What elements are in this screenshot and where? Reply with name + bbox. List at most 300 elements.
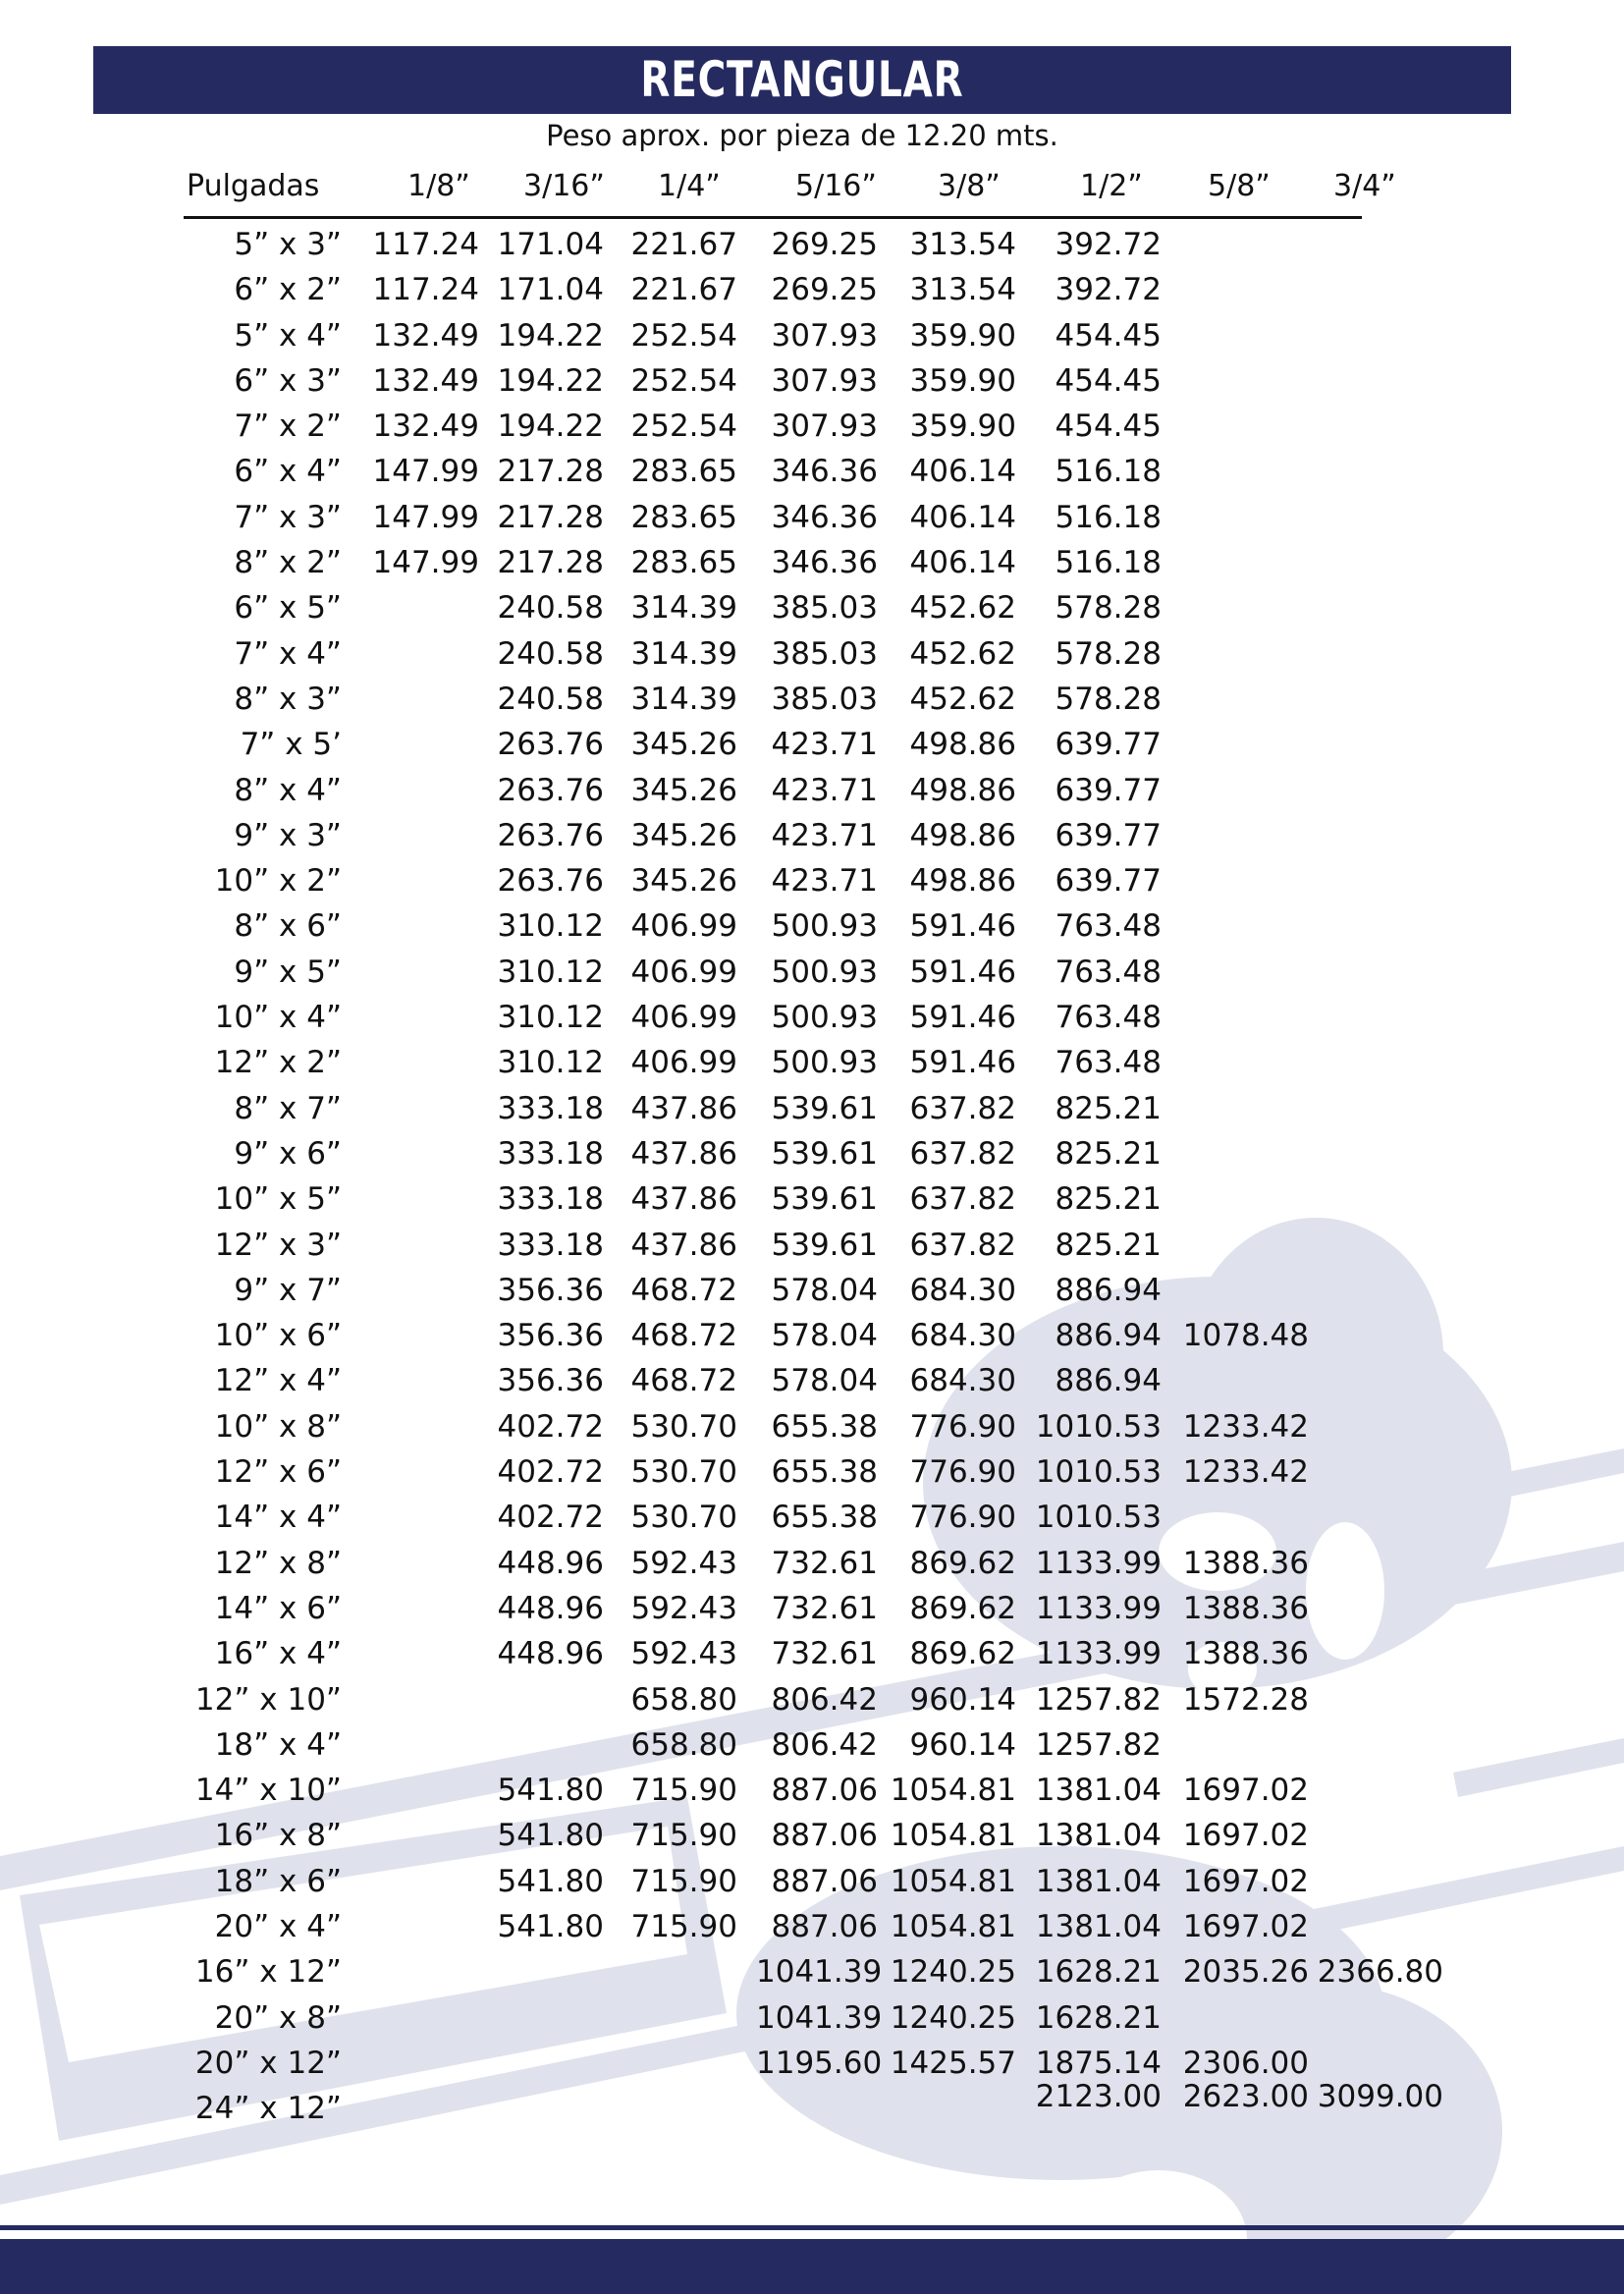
row-size-label: 10” x 4” [214,1000,342,1036]
row-size-label: 5” x 3” [234,227,342,262]
weight-cell: 147.99 [372,454,479,490]
weight-cell: 194.22 [497,409,604,445]
table-row [0,1949,1624,1994]
weight-cell: 1572.28 [1182,1681,1309,1718]
weight-cell: 437.86 [630,1135,737,1172]
row-size-label: 20” x 8” [214,1999,342,2036]
weight-cell: 1054.81 [890,1908,1016,1944]
weight-cell: 869.62 [909,1545,1016,1581]
weight-cell: 346.36 [771,499,878,535]
weight-cell: 385.03 [771,590,878,627]
weight-cell: 498.86 [909,772,1016,808]
weight-cell: 869.62 [909,1590,1016,1626]
weight-cell: 406.14 [909,545,1016,581]
weight-cell: 437.86 [630,1227,737,1263]
weight-cell: 1875.14 [1035,2045,1162,2081]
column-header-row [0,169,1624,214]
weight-cell: 1240.25 [890,1954,1016,1991]
weight-cell: 1697.02 [1182,1818,1309,1854]
weight-cell: 406.14 [909,499,1016,535]
row-size-label: 5” x 4” [234,317,342,354]
weight-cell: 345.26 [630,772,737,808]
weight-cell: 516.18 [1055,499,1162,535]
weight-cell: 132.49 [372,409,479,445]
table-row [0,768,1624,813]
weight-cell: 776.90 [909,1454,1016,1491]
footer-line [0,2225,1624,2230]
weight-cell: 1010.53 [1035,1454,1162,1491]
weight-cell: 1697.02 [1182,1908,1309,1944]
column-header-3-4: 3/4” [1333,169,1396,203]
weight-cell: 448.96 [497,1545,604,1581]
table-row [0,449,1624,494]
row-size-label: 6” x 4” [234,454,342,490]
weight-cell: 132.49 [372,362,479,399]
weight-cell: 310.12 [497,954,604,990]
weight-cell: 825.21 [1055,1181,1162,1218]
weight-cell: 1257.82 [1035,1681,1162,1718]
row-size-label: 9” x 6” [234,1135,342,1172]
row-size-label: 10” x 6” [214,1318,342,1354]
weight-cell: 2123.00 [1035,2079,1162,2115]
weight-cell: 591.46 [909,954,1016,990]
weight-cell: 310.12 [497,1000,604,1036]
weight-cell: 406.14 [909,454,1016,490]
page-title: RECTANGULAR [640,51,964,108]
weight-cell: 591.46 [909,1000,1016,1036]
column-header-1-2: 1/2” [1080,169,1143,203]
table-row [0,1176,1624,1222]
weight-cell: 732.61 [771,1545,878,1581]
row-size-label: 16” x 8” [214,1818,342,1854]
table-row [0,858,1624,903]
weight-cell: 1628.21 [1035,1999,1162,2036]
weight-cell: 307.93 [771,409,878,445]
weight-cell: 886.94 [1055,1318,1162,1354]
weight-cell: 346.36 [771,545,878,581]
row-size-label: 20” x 12” [194,2045,342,2081]
weight-cell: 333.18 [497,1181,604,1218]
table-row [0,267,1624,312]
weight-cell: 1381.04 [1035,1818,1162,1854]
weight-cell: 385.03 [771,681,878,717]
weight-cell: 307.93 [771,317,878,354]
weight-cell: 637.82 [909,1090,1016,1126]
weight-cell: 578.28 [1055,590,1162,627]
weight-cell: 887.06 [771,1908,878,1944]
weight-cell: 1054.81 [890,1773,1016,1809]
weight-cell: 1233.42 [1182,1408,1309,1445]
table-row [0,1541,1624,1586]
weight-cell: 437.86 [630,1181,737,1218]
weight-cell: 1010.53 [1035,1408,1162,1445]
weight-cell: 269.25 [771,227,878,262]
weight-cell: 171.04 [497,227,604,262]
weight-cell: 359.90 [909,409,1016,445]
weight-cell: 592.43 [630,1590,737,1626]
weight-cell: 240.58 [497,590,604,627]
table-row [0,950,1624,995]
weight-cell: 1257.82 [1035,1726,1162,1763]
weight-cell: 960.14 [909,1726,1016,1763]
weight-cell: 2366.80 [1317,1954,1443,1991]
weight-cell: 217.28 [497,454,604,490]
row-size-label: 18” x 4” [214,1726,342,1763]
table-row [0,1677,1624,1722]
weight-cell: 310.12 [497,1045,604,1081]
weight-cell: 359.90 [909,362,1016,399]
table-row [0,1631,1624,1676]
table-row [0,631,1624,677]
weight-cell: 592.43 [630,1636,737,1672]
weight-cell: 2035.26 [1182,1954,1309,1991]
weight-cell: 498.86 [909,817,1016,853]
weight-cell: 1041.39 [756,1999,883,2036]
row-size-label: 12” x 10” [194,1681,342,1718]
weight-cell: 402.72 [497,1454,604,1491]
row-size-label: 7” x 3” [234,499,342,535]
weight-cell: 345.26 [630,727,737,763]
weight-cell: 307.93 [771,362,878,399]
table-row [0,1040,1624,1085]
row-size-label: 20” x 4” [214,1908,342,1944]
table-row [0,1722,1624,1768]
weight-cell: 263.76 [497,772,604,808]
weight-cell: 252.54 [630,362,737,399]
weight-cell: 500.93 [771,1045,878,1081]
table-row [0,358,1624,404]
weight-cell: 283.65 [630,454,737,490]
table-row [0,1904,1624,1949]
weight-cell: 1697.02 [1182,1863,1309,1899]
weight-cell: 715.90 [630,1908,737,1944]
weight-cell: 423.71 [771,817,878,853]
weight-cell: 887.06 [771,1773,878,1809]
table-row [0,2079,1624,2131]
row-size-label: 12” x 3” [214,1227,342,1263]
table-row [0,1404,1624,1449]
weight-cell: 448.96 [497,1636,604,1672]
weight-cell: 356.36 [497,1318,604,1354]
weight-cell: 732.61 [771,1590,878,1626]
weight-cell: 516.18 [1055,454,1162,490]
weight-cell: 448.96 [497,1590,604,1626]
weight-cell: 869.62 [909,1636,1016,1672]
table-row [0,1131,1624,1176]
table-row [0,903,1624,949]
weight-cell: 498.86 [909,727,1016,763]
weight-cell: 117.24 [372,227,479,262]
weight-cell: 468.72 [630,1318,737,1354]
row-size-label: 14” x 4” [214,1500,342,1536]
table-row [0,1495,1624,1540]
weight-cell: 1078.48 [1182,1318,1309,1354]
column-header-5-8: 5/8” [1208,169,1271,203]
weight-cell: 132.49 [372,317,479,354]
weight-cell: 406.99 [630,1000,737,1036]
weight-cell: 221.67 [630,272,737,308]
row-size-label: 8” x 2” [234,545,342,581]
weight-cell: 1381.04 [1035,1773,1162,1809]
weight-cell: 498.86 [909,863,1016,900]
weight-cell: 806.42 [771,1681,878,1718]
weight-cell: 346.36 [771,454,878,490]
weight-cell: 500.93 [771,908,878,945]
weight-cell: 356.36 [497,1272,604,1308]
weight-cell: 530.70 [630,1454,737,1491]
weight-cell: 578.04 [771,1272,878,1308]
weight-cell: 591.46 [909,908,1016,945]
weight-cell: 269.25 [771,272,878,308]
weight-cell: 500.93 [771,954,878,990]
row-size-label: 16” x 4” [214,1636,342,1672]
weight-cell: 1628.21 [1035,1954,1162,1991]
weight-cell: 655.38 [771,1500,878,1536]
table-row [0,1449,1624,1495]
weight-cell: 886.94 [1055,1272,1162,1308]
weight-cell: 578.04 [771,1318,878,1354]
row-size-label: 14” x 6” [214,1590,342,1626]
weight-cell: 240.58 [497,681,604,717]
table-row [0,404,1624,449]
weight-cell: 194.22 [497,317,604,354]
weight-cell: 1381.04 [1035,1908,1162,1944]
weight-cell: 263.76 [497,863,604,900]
weight-cell: 392.72 [1055,272,1162,308]
table-row [0,1813,1624,1858]
weight-cell: 452.62 [909,681,1016,717]
weight-cell: 763.48 [1055,908,1162,945]
weight-cell: 468.72 [630,1363,737,1399]
weight-cell: 658.80 [630,1681,737,1718]
row-size-label: 7” x 4” [234,635,342,672]
weight-cell: 578.04 [771,1363,878,1399]
weight-cell: 252.54 [630,409,737,445]
weight-cell: 359.90 [909,317,1016,354]
weight-cell: 171.04 [497,272,604,308]
weight-cell: 539.61 [771,1090,878,1126]
weight-cell: 423.71 [771,772,878,808]
weight-cell: 541.80 [497,1773,604,1809]
weight-cell: 314.39 [630,590,737,627]
column-header-pulgadas: Pulgadas [187,169,320,203]
weight-cell: 732.61 [771,1636,878,1672]
row-size-label: 12” x 6” [214,1454,342,1491]
weight-cell: 776.90 [909,1408,1016,1445]
table-row [0,1586,1624,1631]
row-size-label: 6” x 3” [234,362,342,399]
footer-bar [0,2239,1624,2294]
weight-cell: 592.43 [630,1545,737,1581]
subtitle: Peso aprox. por pieza de 12.20 mts. [546,119,1058,152]
weight-cell: 402.72 [497,1408,604,1445]
weight-cell: 406.99 [630,1045,737,1081]
weight-cell: 221.67 [630,227,737,262]
weight-cell: 1388.36 [1182,1590,1309,1626]
weight-cell: 117.24 [372,272,479,308]
weight-cell: 314.39 [630,681,737,717]
weight-cell: 2306.00 [1182,2045,1309,2081]
table-row [0,1768,1624,1813]
weight-cell: 345.26 [630,817,737,853]
table-row [0,677,1624,722]
weight-cell: 539.61 [771,1181,878,1218]
weight-cell: 252.54 [630,317,737,354]
table-row [0,222,1624,267]
weight-cell: 637.82 [909,1135,1016,1172]
weight-cell: 423.71 [771,727,878,763]
weight-cell: 406.99 [630,908,737,945]
row-size-label: 14” x 10” [194,1773,342,1809]
weight-cell: 1425.57 [890,2045,1016,2081]
weight-cell: 960.14 [909,1681,1016,1718]
table-row [0,1223,1624,1268]
weight-cell: 437.86 [630,1090,737,1126]
weight-cell: 541.80 [497,1908,604,1944]
weight-cell: 1133.99 [1035,1590,1162,1626]
row-size-label: 12” x 8” [214,1545,342,1581]
weight-cell: 684.30 [909,1363,1016,1399]
table-row [0,1086,1624,1131]
table-row [0,722,1624,767]
weight-cell: 3099.00 [1317,2079,1443,2115]
weight-cell: 655.38 [771,1454,878,1491]
weight-cell: 356.36 [497,1363,604,1399]
weight-cell: 1381.04 [1035,1863,1162,1899]
weight-cell: 1697.02 [1182,1773,1309,1809]
weight-cell: 147.99 [372,499,479,535]
weight-cell: 283.65 [630,499,737,535]
weight-cell: 333.18 [497,1135,604,1172]
weight-cell: 1054.81 [890,1863,1016,1899]
weight-cell: 886.94 [1055,1363,1162,1399]
weight-cell: 516.18 [1055,545,1162,581]
table-row [0,540,1624,585]
weight-cell: 423.71 [771,863,878,900]
row-size-label: 6” x 2” [234,272,342,308]
weight-cell: 639.77 [1055,772,1162,808]
column-header-5-16: 5/16” [795,169,877,203]
weight-cell: 715.90 [630,1818,737,1854]
weight-cell: 1195.60 [756,2045,883,2081]
weight-cell: 591.46 [909,1045,1016,1081]
weight-cell: 825.21 [1055,1227,1162,1263]
table-row [0,995,1624,1040]
weight-cell: 1240.25 [890,1999,1016,2036]
weight-cell: 217.28 [497,545,604,581]
row-size-label: 6” x 5” [234,590,342,627]
weight-cell: 763.48 [1055,1045,1162,1081]
weight-cell: 263.76 [497,817,604,853]
weight-cell: 658.80 [630,1726,737,1763]
weight-cell: 715.90 [630,1863,737,1899]
weight-cell: 530.70 [630,1500,737,1536]
table-row [0,585,1624,630]
weight-cell: 1041.39 [756,1954,883,1991]
table-row [0,313,1624,358]
weight-cell: 637.82 [909,1181,1016,1218]
weight-cell: 539.61 [771,1135,878,1172]
title-bar [93,46,1511,114]
weight-cell: 217.28 [497,499,604,535]
weight-cell: 454.45 [1055,409,1162,445]
weight-cell: 541.80 [497,1818,604,1854]
weight-cell: 313.54 [909,227,1016,262]
weight-cell: 500.93 [771,1000,878,1036]
row-size-label: 7” x 2” [234,409,342,445]
table-row [0,1313,1624,1358]
weight-cell: 454.45 [1055,317,1162,354]
weight-cell: 541.80 [497,1863,604,1899]
weight-cell: 539.61 [771,1227,878,1263]
weight-cell: 1388.36 [1182,1545,1309,1581]
weight-cell: 283.65 [630,545,737,581]
row-size-label: 10” x 8” [214,1408,342,1445]
row-size-label: 16” x 12” [194,1954,342,1991]
weight-cell: 1388.36 [1182,1636,1309,1672]
row-size-label: 9” x 3” [234,817,342,853]
row-size-label: 18” x 6” [214,1863,342,1899]
table-row [0,1358,1624,1403]
weight-cell: 763.48 [1055,1000,1162,1036]
weight-cell: 639.77 [1055,863,1162,900]
weight-cell: 468.72 [630,1272,737,1308]
row-size-label: 10” x 2” [214,863,342,900]
weight-cell: 454.45 [1055,362,1162,399]
row-size-label: 8” x 6” [234,908,342,945]
weight-cell: 147.99 [372,545,479,581]
weight-cell: 406.99 [630,954,737,990]
weight-cell: 385.03 [771,635,878,672]
weight-cell: 715.90 [630,1773,737,1809]
weight-cell: 1233.42 [1182,1454,1309,1491]
column-header-3-8: 3/8” [938,169,1001,203]
column-header-1-8: 1/8” [407,169,470,203]
row-size-label: 7” x 5’ [240,727,342,763]
weight-cell: 684.30 [909,1318,1016,1354]
weight-cell: 637.82 [909,1227,1016,1263]
table-row [0,1268,1624,1313]
weight-cell: 452.62 [909,590,1016,627]
weight-cell: 345.26 [630,863,737,900]
weight-cell: 1133.99 [1035,1636,1162,1672]
weight-cell: 392.72 [1055,227,1162,262]
header-divider [184,216,1362,219]
weight-cell: 402.72 [497,1500,604,1536]
weight-cell: 310.12 [497,908,604,945]
weight-cell: 530.70 [630,1408,737,1445]
weight-cell: 1133.99 [1035,1545,1162,1581]
row-size-label: 12” x 4” [214,1363,342,1399]
row-size-label: 24” x 12” [194,2091,342,2127]
table-row [0,813,1624,858]
column-header-3-16: 3/16” [523,169,605,203]
row-size-label: 10” x 5” [214,1181,342,1218]
weight-cell: 776.90 [909,1500,1016,1536]
row-size-label: 8” x 4” [234,772,342,808]
weight-cell: 639.77 [1055,727,1162,763]
weight-cell: 887.06 [771,1863,878,1899]
weight-cell: 887.06 [771,1818,878,1854]
weight-cell: 333.18 [497,1227,604,1263]
weight-cell: 578.28 [1055,635,1162,672]
weight-cell: 655.38 [771,1408,878,1445]
weight-cell: 313.54 [909,272,1016,308]
weight-cell: 263.76 [497,727,604,763]
weight-cell: 1054.81 [890,1818,1016,1854]
row-size-label: 8” x 7” [234,1090,342,1126]
weight-cell: 684.30 [909,1272,1016,1308]
